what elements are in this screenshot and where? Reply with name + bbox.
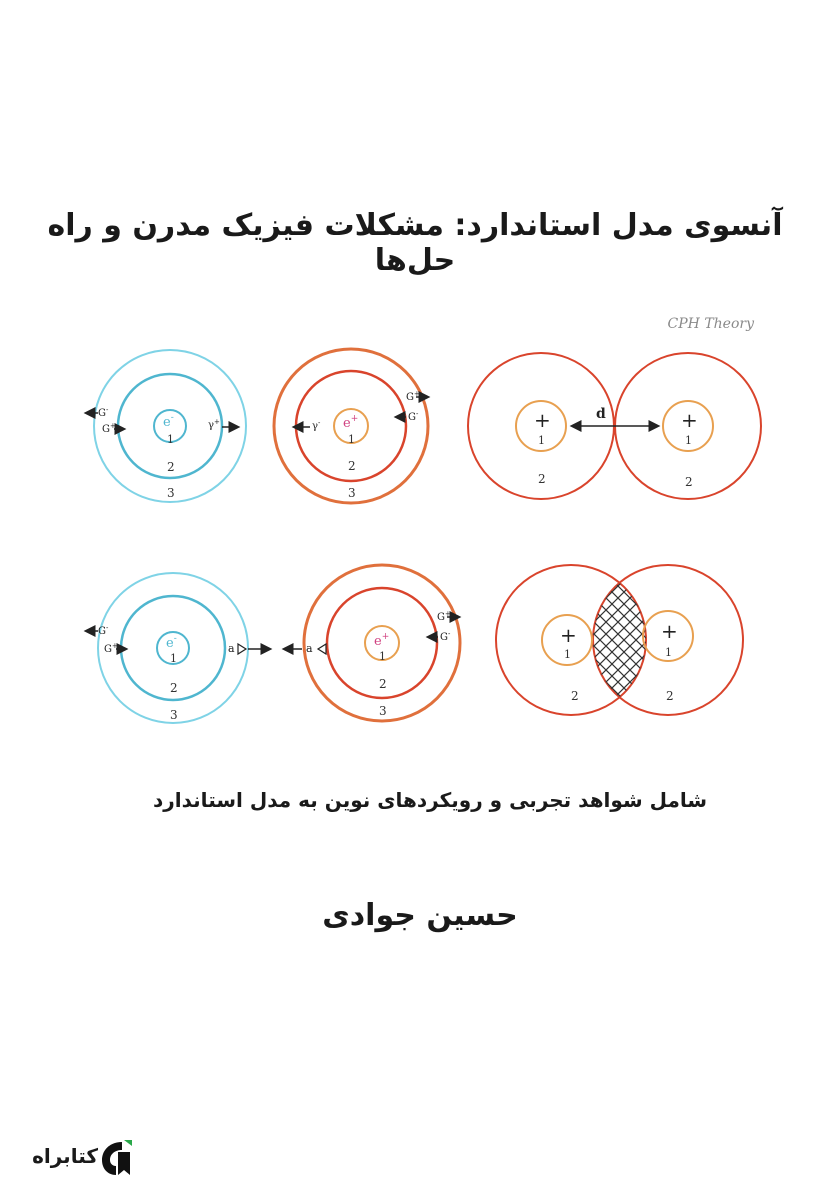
electron-diagram-top bbox=[86, 350, 246, 502]
svg-text:2: 2 bbox=[538, 472, 546, 486]
svg-text:1: 1 bbox=[564, 648, 571, 661]
positron-diagram-bottom bbox=[284, 565, 460, 721]
proton-pair-diagram-top bbox=[468, 353, 761, 499]
particle-diagram bbox=[0, 340, 840, 740]
svg-text:2: 2 bbox=[571, 689, 579, 703]
book-title: آنسوی مدل استاندارد: مشکلات فیزیک مدرن و راه حل‌ها bbox=[47, 208, 783, 278]
electron-symbol: e bbox=[163, 415, 171, 430]
svg-text:e+: e+ bbox=[343, 414, 359, 431]
bookmark-icon bbox=[96, 1138, 136, 1178]
electron-core-label: 1 bbox=[167, 433, 174, 446]
svg-text:G+: G+ bbox=[102, 422, 116, 435]
svg-text:G+: G+ bbox=[437, 610, 451, 623]
svg-text:G+: G+ bbox=[104, 642, 118, 655]
electron-ring2-label: 2 bbox=[167, 460, 175, 474]
svg-text:G-: G- bbox=[98, 624, 109, 637]
book-subtitle: شامل شواهد تجربی و رویکردهای نوین به مدل استاندارد bbox=[152, 788, 707, 812]
watermark-cph-theory: CPH Theory bbox=[667, 316, 754, 332]
svg-text:2: 2 bbox=[666, 689, 674, 703]
author-name: حسین جوادی bbox=[322, 898, 518, 933]
positron-diagram-top bbox=[274, 349, 428, 503]
svg-text:2: 2 bbox=[170, 681, 178, 695]
svg-text:γ+: γ+ bbox=[208, 418, 220, 431]
svg-text:3: 3 bbox=[170, 708, 178, 722]
svg-text:γ-: γ- bbox=[312, 419, 321, 432]
svg-text:2: 2 bbox=[685, 475, 693, 489]
publisher-logo-text: کتابراه bbox=[32, 1144, 98, 1168]
svg-text:1: 1 bbox=[685, 434, 692, 447]
svg-text:e+: e+ bbox=[374, 632, 390, 649]
electron-diagram-bottom bbox=[86, 573, 270, 723]
svg-text:1: 1 bbox=[170, 652, 177, 665]
svg-text:1: 1 bbox=[665, 646, 672, 659]
svg-text:G-: G- bbox=[440, 630, 451, 643]
positron-core-label: 1 bbox=[348, 433, 355, 446]
proton-overlap-diagram-bottom bbox=[496, 565, 743, 715]
svg-text:3: 3 bbox=[379, 704, 387, 718]
svg-text:G-: G- bbox=[98, 406, 109, 419]
positron-ring2-label: 2 bbox=[348, 459, 356, 473]
svg-text:1: 1 bbox=[538, 434, 545, 447]
svg-text:+: + bbox=[560, 623, 577, 647]
svg-text:+: + bbox=[681, 408, 698, 432]
svg-text:a: a bbox=[228, 642, 235, 655]
svg-text:e-: e- bbox=[166, 634, 177, 651]
svg-text:+: + bbox=[661, 619, 678, 643]
positron-symbol: e bbox=[343, 416, 351, 431]
svg-text:2: 2 bbox=[379, 677, 387, 691]
distance-label: d bbox=[596, 406, 606, 422]
publisher-logo bbox=[28, 1132, 138, 1184]
electron-ring3-label: 3 bbox=[167, 486, 175, 500]
svg-text:G-: G- bbox=[408, 410, 419, 423]
svg-text:1: 1 bbox=[379, 650, 386, 663]
svg-text:a: a bbox=[306, 642, 313, 655]
svg-text:+: + bbox=[534, 408, 551, 432]
svg-text:e-: e- bbox=[163, 413, 174, 430]
positron-ring3-label: 3 bbox=[348, 486, 356, 500]
svg-text:G+: G+ bbox=[406, 390, 420, 403]
